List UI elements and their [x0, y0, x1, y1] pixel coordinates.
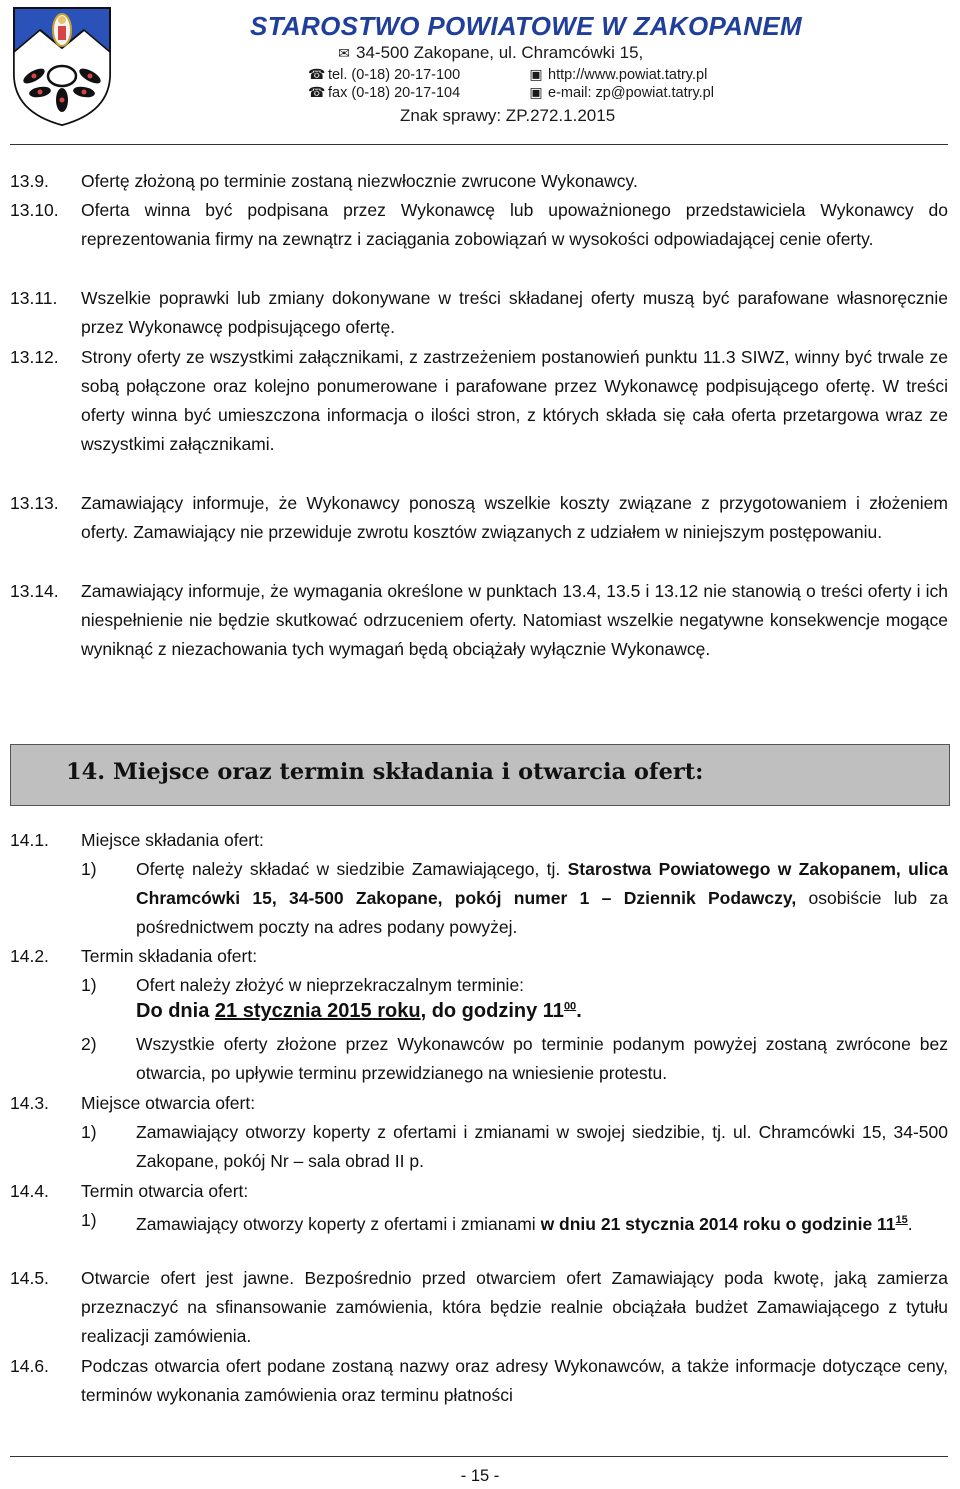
page-number: - 15 -: [460, 1467, 500, 1485]
item-14-3: 14.3. Miejsce otwarcia ofert:: [10, 1093, 256, 1113]
item-14-6: 14.6. Podczas otwarcia ofert podane zostaną nazwy oraz adresy Wykonawców, a także informacje dotyczące ceny, terminów wykonania zamówienia oraz terminu płatności: [10, 1356, 948, 1405]
website-line[interactable]: ▣ http://www.powiat.tatry.pl: [529, 66, 708, 83]
email-line[interactable]: ▣ e-mail: zp@powiat.tatry.pl: [529, 84, 714, 101]
item-13-13: 13.13. Zamawiający informuje, że Wykonawcy ponoszą wszelkie koszty związane z przygotowaniem i złożeniem oferty. Zamawiający nie przewiduje zwrotu kosztów związanych z udziałem w niniejszym postępowaniu.: [10, 493, 948, 542]
phone-icon: ☎: [308, 84, 326, 100]
phone-icon: ☎: [308, 66, 326, 82]
item-13-10: 13.10. Oferta winna być podpisana przez Wykonawcę lub upoważnionego przedstawiciela Wykonawcy do reprezentowania firmy na zewnątrz i zaciągania zobowiązań w wysokości odpowiadającej cenie oferty.: [10, 200, 948, 249]
item-14-2-1: 1) Ofert należy złożyć w nieprzekraczalnym terminie:: [81, 975, 525, 995]
item-14-2-2: 2) Wszystkie oferty złożone przez Wykonawców po terminie podanym powyżej zostaną zwrócone bez otwarcia, po upływie terminu przewidzianego na wniesienie protestu.: [81, 1034, 948, 1083]
item-13-14: 13.14. Zamawiający informuje, że wymagania określone w punktach 13.4, 13.5 i 13.12 nie stanowią o treści oferty i ich niespełnienie nie będzie skutkować odrzuceniem oferty. Natomiast wszelkie negatywne konsekwencje mogące wyniknąć z niezachowania tych wymagań będą obciążały wyłącznie Wykonawcę.: [10, 581, 948, 659]
submission-deadline: Do dnia 21 stycznia 2015 roku, do godziny $11^{00}$.: [136, 1000, 582, 1022]
computer-icon: ▣: [529, 84, 543, 100]
case-reference: Znak sprawy: ZP.272.1.2015: [400, 106, 616, 125]
item-14-5: 14.5. Otwarcie ofert jest jawne. Bezpośrednio przed otwarciem ofert Zamawiający poda kwotę, jaką zamierza przeznaczyć na sfinansowanie zamówienia, która będzie realnie obciążała budżet Zamawiającego z tytułu realizacji zamówienia.: [10, 1268, 948, 1346]
coat-of-arms-logo: [10, 4, 114, 128]
item-14-4: 14.4. Termin otwarcia ofert:: [10, 1181, 249, 1201]
item-14-2: 14.2. Termin składania ofert:: [10, 946, 258, 966]
item-13-9: 13.9. Ofertę złożoną po terminie zostaną niezwłocznie zwrucone Wykonawcy.: [10, 171, 638, 191]
item-13-11: 13.11. Wszelkie poprawki lub zmiany dokonywane w treści składanej oferty muszą być parafowane własnoręcznie przez Wykonawcę podpisującego ofertę.: [10, 288, 948, 337]
section-title: 14. Miejsce oraz termin składania i otwarcia ofert:: [66, 759, 704, 785]
office-title: STAROSTWO POWIATOWE W ZAKOPANEM: [250, 11, 802, 41]
item-14-3-1: 1) Zamawiający otworzy koperty z ofertami i zmianami w swojej siedzibie, tj. ul. Chramcówki 15, 34-500 Zakopane, pokój Nr – sala obrad II p.: [81, 1122, 948, 1171]
item-14-1: 14.1. Miejsce składania ofert:: [10, 830, 264, 850]
item-13-12: 13.12. Strony oferty ze wszystkimi załącznikami, z zastrzeżeniem postanowień punktu 11.3 SIWZ, winny być trwale ze sobą połączone oraz kolejno ponumerowane i parafowane przez Wykonawcę podpisującego ofertę. W treści oferty winna być umieszczona informacja o ilości stron, z których składa się cała oferta przetargowa wraz ze wszystkimi załącznikami.: [10, 347, 948, 454]
footer-divider: [10, 1456, 948, 1457]
phone-line: ☎ tel. (0-18) 20-17-100: [308, 66, 461, 83]
fax-line: ☎ fax (0-18) 20-17-104: [308, 84, 461, 101]
header-divider: [10, 144, 948, 145]
computer-icon: ▣: [529, 66, 543, 82]
envelope-icon: ✉: [338, 45, 350, 61]
office-address: ✉ 34-500 Zakopane, ul. Chramcówki 15,: [336, 43, 643, 63]
item-14-1-1: 1) Ofertę należy składać w siedzibie Zamawiającego, tj. Starostwa Powiatowego w Zakopanem, ulica Chramcówki 15, 34-500 Zakopane, pokój numer 1 – Dziennik Podawczy, osobiście lub za pośrednictwem poczty na adres podany powyżej.: [81, 859, 948, 937]
item-14-4-1: 1) Zamawiający otworzy koperty z ofertami i zmianami w dniu 21 stycznia 2014 roku o godzinie $11^{15}$.: [81, 1210, 913, 1234]
